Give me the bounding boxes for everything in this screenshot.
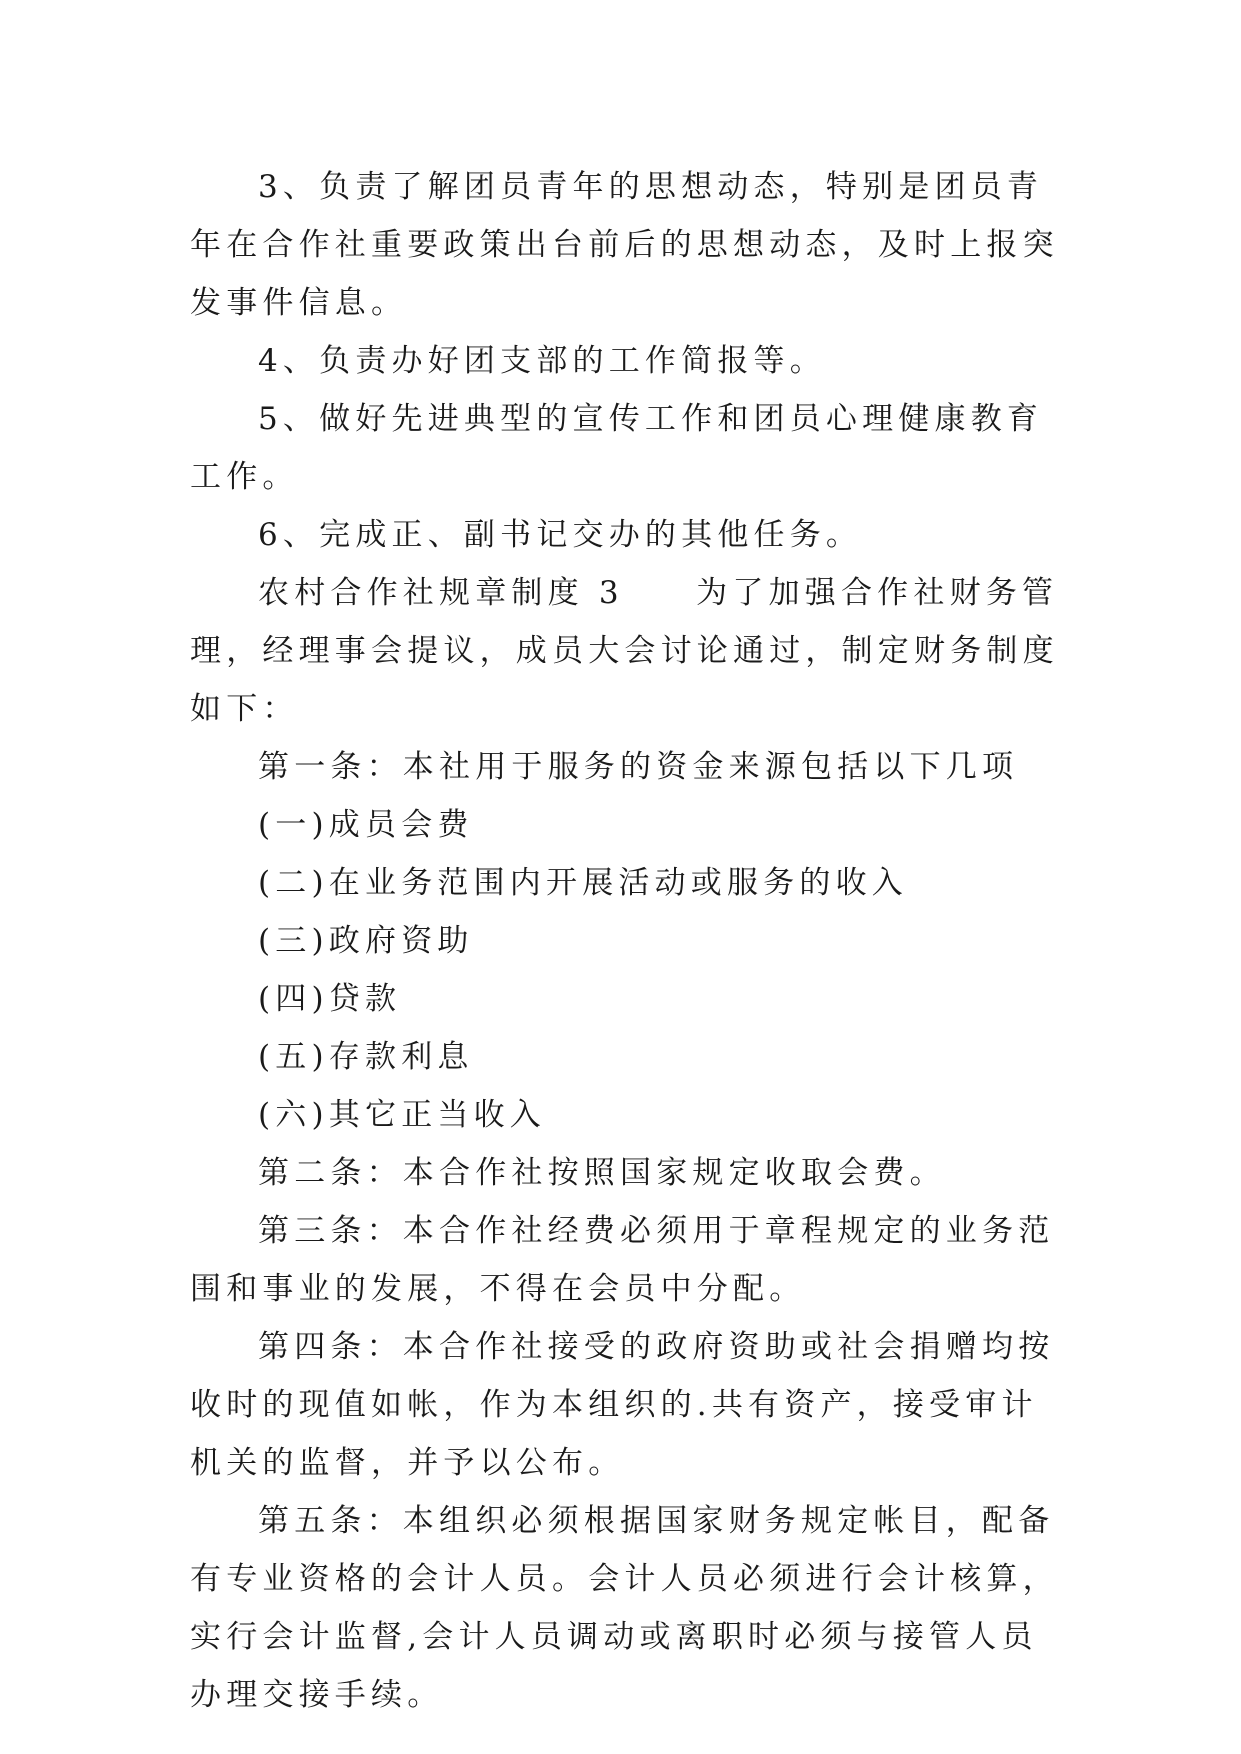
- paragraph-item-6: 6、完成正、副书记交办的其他任务。: [258, 517, 863, 553]
- list-item-fund-source-3: (三)政府资助: [258, 923, 474, 959]
- list-item-fund-source-1: (一)成员会费: [258, 807, 474, 843]
- list-item-fund-source-6: (六)其它正当收入: [258, 1097, 546, 1133]
- paragraph-finance-intro: 农村合作社规章制度 3 为了加强合作社财务管理，经理事会提议，成员大会讨论通过，制定财务制度如下：: [190, 575, 1059, 727]
- paragraph-article-5: 第五条：本组织必须根据国家财务规定帐目，配备有专业资格的会计人员。会计人员必须进行会计核算，实行会计监督,会计人员调动或离职时必须与接管人员办理交接手续。: [190, 1503, 1059, 1713]
- document-body: [190, 158, 1060, 1724]
- paragraph-article-3: 第三条：本合作社经费必须用于章程规定的业务范围和事业的发展，不得在会员中分配。: [190, 1213, 1055, 1307]
- paragraph-article-1: 第一条：本社用于服务的资金来源包括以下几项: [258, 749, 1019, 785]
- paragraph-article-2: 第二条：本合作社按照国家规定收取会费。: [258, 1155, 946, 1191]
- paragraph-item-4: 4、负责办好团支部的工作简报等。: [258, 343, 826, 379]
- paragraph-article-4: 第四条：本合作社接受的政府资助或社会捐赠均按收时的现值如帐，作为本组织的.共有资产，接受审计机关的监督，并予以公布。: [190, 1329, 1055, 1481]
- list-item-fund-source-2: (二)在业务范围内开展活动或服务的收入: [258, 865, 908, 901]
- paragraph-item-5: 5、做好先进典型的宣传工作和团员心理健康教育工作。: [190, 401, 1044, 495]
- list-item-fund-source-5: (五)存款利息: [258, 1039, 474, 1075]
- paragraph-item-3: 3、负责了解团员青年的思想动态，特别是团员青年在合作社重要政策出台前后的思想动态，及时上报突发事件信息。: [190, 169, 1059, 321]
- list-item-fund-source-4: (四)贷款: [258, 981, 402, 1017]
